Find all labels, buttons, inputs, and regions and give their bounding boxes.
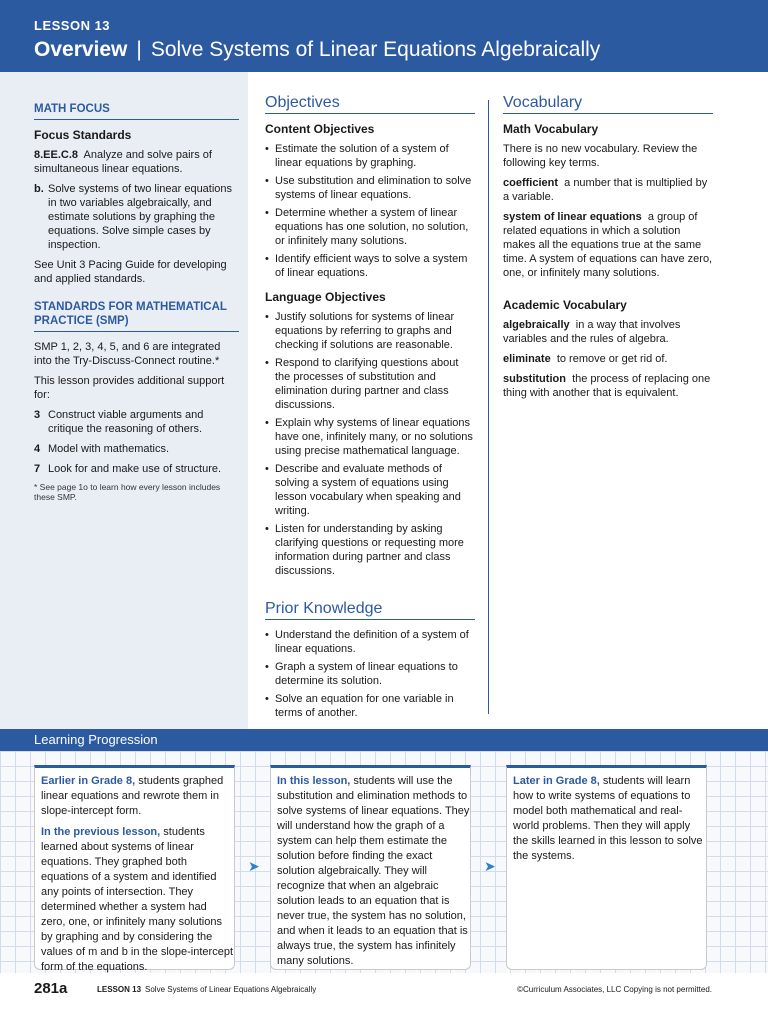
smp-item-text: Model with mathematics.: [48, 443, 170, 455]
smp-item-number: 4: [34, 443, 41, 455]
vocab-definition: the process of replacing one thing with another that is equivalent.: [503, 373, 711, 399]
page-number: 281a: [34, 980, 68, 997]
smp-heading: STANDARDS FOR MATHEMATICAL PRACTICE (SMP): [34, 300, 239, 332]
standard-text: Analyze and solve pairs of simultaneous linear equations.: [34, 149, 212, 175]
vocab-term: coefficient: [503, 177, 559, 189]
objectives-heading: Objectives: [265, 96, 475, 114]
vocab-entry: [503, 318, 713, 346]
list-item: • Listen for understanding by asking clarifying questions or requesting more information during partner and class discussions.: [265, 522, 475, 578]
smp-text: SMP 1, 2, 3, 4, 5, and 6 are integrated into the Try-Discuss-Connect routine.*: [34, 341, 221, 367]
this-lesson-paragraph: [277, 774, 470, 969]
vocabulary-column: [503, 96, 713, 406]
list-item: • Graph a system of linear equations to determine its solution.: [265, 660, 475, 688]
earlier-lead: Earlier in Grade 8,: [41, 775, 136, 787]
list-item: • Determine whether a system of linear equations has one solution, no solution, or infinitely many solutions.: [265, 206, 475, 248]
vocabulary-intro: There is no new vocabulary. Review the following key terms.: [503, 143, 698, 169]
vocabulary-heading: Vocabulary: [503, 96, 713, 114]
copyright-notice: ©Curriculum Associates, LLC Copying is not permitted.: [517, 985, 712, 994]
footer-lesson-name: Solve Systems of Linear Equations Algebraically: [145, 985, 317, 994]
earlier-text: students graphed linear equations and rewrote them in slope-intercept form.: [41, 775, 224, 817]
vocab-entry: [503, 210, 713, 280]
this-lesson-lead: In this lesson,: [277, 775, 351, 787]
math-vocabulary-heading: Math Vocabulary: [503, 122, 599, 136]
standard-b: [34, 182, 239, 252]
prior-knowledge-list: [265, 628, 475, 720]
previous-text: students learned about systems of linear equations. They graphed both equations of a system and identified any points of intersection. They determined whether a system had zero, one, or infinitely many solutions by graphing and by considering the values of m and b in the slope-intercept form of the equations.: [41, 826, 234, 973]
smp-item-text: Look for and make use of structure.: [48, 463, 222, 475]
list-item: • Identify efficient ways to solve a system of linear equations.: [265, 252, 475, 280]
list-item: • Describe and evaluate methods of solving a system of equations using lesson vocabulary when speaking and writing.: [265, 462, 475, 518]
vocab-definition: a number that is multiplied by a variable.: [503, 177, 708, 203]
footer-lesson-label: LESSON 13: [97, 985, 142, 994]
progression-card-later: [506, 765, 707, 970]
content-objectives-heading: Content Objectives: [265, 122, 375, 136]
list-item: • Use substitution and elimination to solve systems of linear equations.: [265, 174, 475, 202]
progression-card-this-lesson: [270, 765, 471, 970]
smp-item-number: 7: [34, 463, 41, 475]
vocab-definition: a group of related equations in which a solution makes all the equations true at the same time. A system of equations can have zero, one, or infinitely many solutions.: [503, 211, 713, 279]
vocab-definition: to remove or get rid of.: [556, 353, 668, 365]
list-item: • Justify solutions for systems of linear equations by referring to graphs and checking if solutions are reasonable.: [265, 310, 475, 352]
smp-item-text: Construct viable arguments and critique the reasoning of others.: [48, 409, 204, 435]
page-footer: [0, 980, 768, 1000]
list-item: • Estimate the solution of a system of linear equations by graphing.: [265, 142, 475, 170]
support-text: This lesson provides additional support for:: [34, 375, 225, 401]
list-item: • Explain why systems of linear equations have one, infinitely many, or no solutions using precise mathematical language.: [265, 416, 475, 458]
focus-standards-heading: Focus Standards: [34, 128, 132, 142]
later-text: students will learn how to write systems of equations to model both mathematical and real-world problems. Then they will apply the skills learned in this lesson to solve the systems.: [513, 775, 703, 862]
footer-lesson-title: [97, 985, 316, 994]
vocab-term: eliminate: [503, 353, 551, 365]
standard-b-text: Solve systems of two linear equations in two variables algebraically, and estimate solutions by graphing the equations. Solve simple cases by inspection.: [48, 183, 233, 251]
progression-arrow-icon: ➤: [248, 858, 260, 874]
standard-code: 8.EE.C.8: [34, 149, 79, 161]
objectives-column: [265, 96, 475, 726]
smp-item: [34, 462, 239, 476]
vocab-term: system of linear equations: [503, 211, 642, 223]
standard-b-label: b.: [34, 183, 44, 195]
vocab-entry: [503, 352, 713, 366]
progression-card-earlier: [34, 765, 235, 973]
learning-progression-heading: Learning Progression: [34, 732, 158, 747]
overview-label: Overview: [34, 38, 128, 61]
language-objectives-list: [265, 310, 475, 578]
content-objectives-list: [265, 142, 475, 280]
progression-arrow-icon: ➤: [484, 858, 496, 874]
vocab-term: algebraically: [503, 319, 570, 331]
later-paragraph: [513, 774, 706, 864]
previous-lead: In the previous lesson,: [41, 826, 161, 838]
vocab-term: substitution: [503, 373, 566, 385]
list-item: • Understand the definition of a system of linear equations.: [265, 628, 475, 656]
learning-progression-bar: [0, 729, 768, 751]
smp-item: [34, 442, 239, 456]
smp-item-number: 3: [34, 409, 41, 421]
prior-knowledge-heading: Prior Knowledge: [265, 602, 475, 620]
smp-item: [34, 408, 239, 436]
previous-paragraph: [41, 825, 234, 975]
pacing-note: See Unit 3 Pacing Guide for developing and applied standards.: [34, 259, 227, 285]
list-item: • Solve an equation for one variable in terms of another.: [265, 692, 475, 720]
vocab-definition: in a way that involves variables and the rules of algebra.: [503, 319, 681, 345]
standard-main: [34, 148, 239, 176]
language-objectives-heading: Language Objectives: [265, 290, 386, 304]
this-lesson-text: students will use the substitution and elimination methods to solve systems of linear equations. They will understand how the graph of a system can help them estimate the solution before finding the exact solution algebraically. They will recognize that when an algebraic solution leads to an equation that is never true, the system has no solution, and when it leads to an equation that is always true, the system has infinitely many solutions.: [277, 775, 470, 967]
math-focus-column: [34, 102, 239, 502]
vocab-entry: [503, 372, 713, 400]
lesson-header: [0, 0, 768, 72]
list-item: • Respond to clarifying questions about the processes of substitution and elimination during partner and class discussions.: [265, 356, 475, 412]
column-divider: [488, 100, 489, 714]
page-title: [34, 38, 600, 62]
vocab-entry: [503, 176, 713, 204]
academic-vocabulary-heading: Academic Vocabulary: [503, 298, 627, 312]
later-lead: Later in Grade 8,: [513, 775, 600, 787]
earlier-paragraph: [41, 774, 234, 819]
lesson-title: Solve Systems of Linear Equations Algebraically: [150, 38, 601, 61]
math-focus-heading: MATH FOCUS: [34, 102, 239, 120]
smp-footnote: * See page 1o to learn how every lesson includes these SMP.: [34, 482, 221, 502]
title-separator: |: [136, 38, 142, 61]
lesson-label: LESSON 13: [34, 18, 111, 33]
